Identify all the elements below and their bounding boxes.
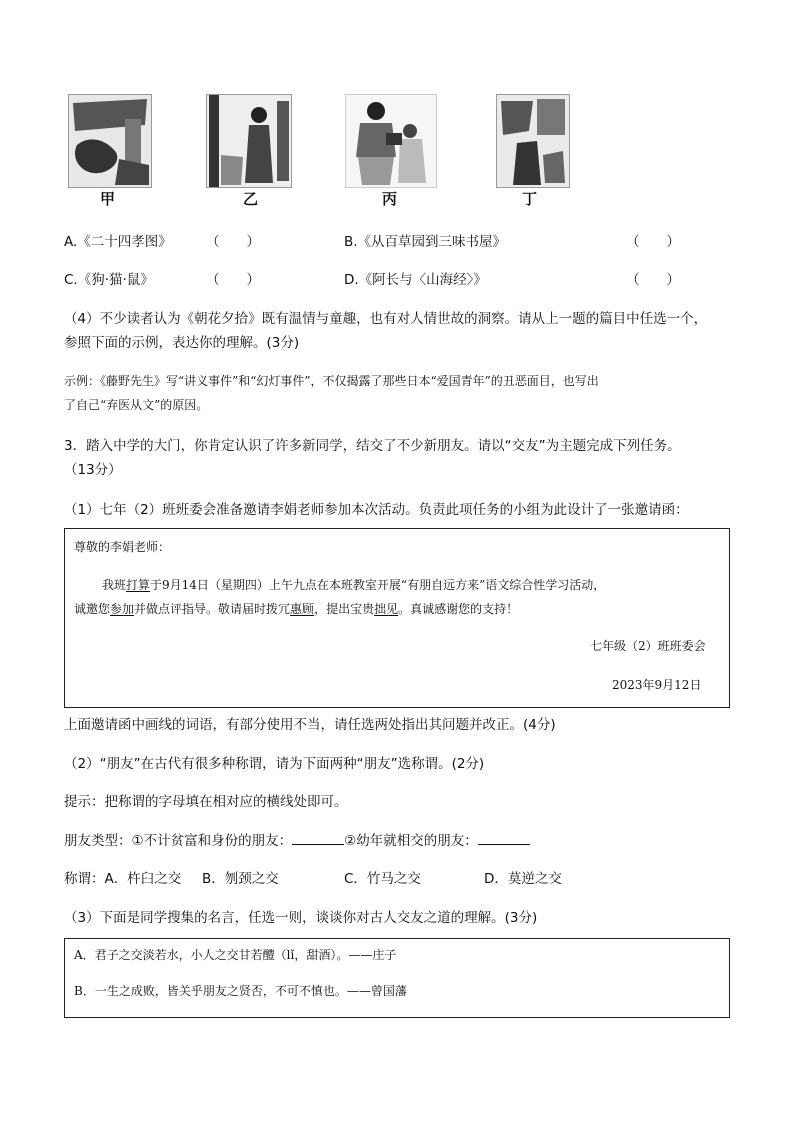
option-a: A.《二十四孝图》 [64,234,172,250]
name-option-a: 称谓：A．杵臼之交 [64,871,182,887]
name-option-d: D．莫逆之交 [484,871,562,887]
picture-bing-illustration [346,95,436,187]
picture-jia-illustration [69,95,151,187]
quote-b: B．一生之成败，皆关乎朋友之贤否，不可不慎也。——曾国藩 [74,984,407,998]
underlined-word-canjia: 参加 [110,602,135,616]
caption-jia: 甲 [100,190,116,208]
invitation-body-line1: 我班打算于9月14日（星期四）上午九点在本班教室开展“有朋自远方来”语文综合性学习活动， [102,578,606,592]
q4-text-line2: 参照下面的示例，表达你的理解。(3分) [64,335,300,351]
underlined-word-huigu: 惠顾 [290,602,315,616]
quote-a: A．君子之交淡若水，小人之交甘若醴（lǐ，甜酒）。——庄子 [74,948,397,962]
option-c-answer[interactable]: （ ） [206,272,260,288]
option-c: C.《狗·猫·鼠》 [64,272,154,288]
q3-sub1: （1）七年（2）班班委会准备邀请李娟老师参加本次活动。负责此项任务的小组为此设计了一张邀请函： [64,502,689,518]
invitation-date: 2023年9月12日 [612,678,702,692]
invitation-salutation: 尊敬的李娟老师： [74,540,171,554]
picture-jia [68,94,152,188]
answer-blank-1[interactable] [292,832,344,845]
caption-bing: 丙 [382,190,398,208]
option-b-answer[interactable]: （ ） [626,234,680,250]
invitation-signature: 七年级（2）班班委会 [590,639,706,653]
picture-yi-illustration [207,95,291,187]
q3-text-line1: 3．踏入中学的大门，你肯定认识了许多新同学，结交了不少新朋友。请以“交友”为主题完成下列任务。 [64,438,681,454]
q3-hint: 提示：把称谓的字母填在相对应的横线处即可。 [64,794,348,810]
q4-example-line1: 示例：《藤野先生》写“讲义事件”和“幻灯事件”，不仅揭露了那些日本“爱国青年”的丑恶面目，也写出 [64,374,599,388]
underlined-word-zhuojian: 拙见 [374,602,399,616]
option-d: D.《阿长与〈山海经〉》 [344,272,487,288]
answer-blank-2[interactable] [478,832,530,845]
picture-bing [345,94,437,188]
picture-ding-illustration [497,95,569,187]
q4-example-line2: 了自己“弃医从文”的原因。 [64,398,209,412]
q3-after-invitation: 上面邀请函中画线的词语，有部分使用不当，请任选两处指出其问题并改正。(4分) [64,717,556,733]
caption-ding: 丁 [522,190,538,208]
option-d-answer[interactable]: （ ） [626,272,680,288]
friend-types-row: 朋友类型：①不计贫富和身份的朋友： ②幼年就相交的朋友： [64,829,530,849]
option-b: B.《从百草园到三味书屋》 [344,234,507,250]
invitation-body-line2: 诚邀您参加并做点评指导。敬请届时拨冗惠顾，提出宝贵拙见。真诚感谢您的支持！ [74,602,519,616]
underlined-word-dasuan: 打算 [126,578,151,592]
caption-yi: 乙 [243,190,259,208]
q4-text-line1: （4）不少读者认为《朝花夕拾》既有温情与童趣，也有对人情世故的洞察。请从上一题的篇目中任选一个， [64,311,708,327]
q3-sub2: （2）“朋友”在古代有很多种称谓，请为下面两种“朋友”选称谓。(2分) [64,756,485,772]
q3-text-line2: （13分） [64,462,122,478]
name-option-c: C．竹马之交 [344,871,421,887]
q3-sub3: （3）下面是同学搜集的名言，任选一则，谈谈你对古人交友之道的理解。(3分) [64,910,538,926]
name-option-b: B．刎颈之交 [202,871,279,887]
picture-ding [496,94,570,188]
option-a-answer[interactable]: （ ） [206,234,260,250]
picture-yi [206,94,292,188]
